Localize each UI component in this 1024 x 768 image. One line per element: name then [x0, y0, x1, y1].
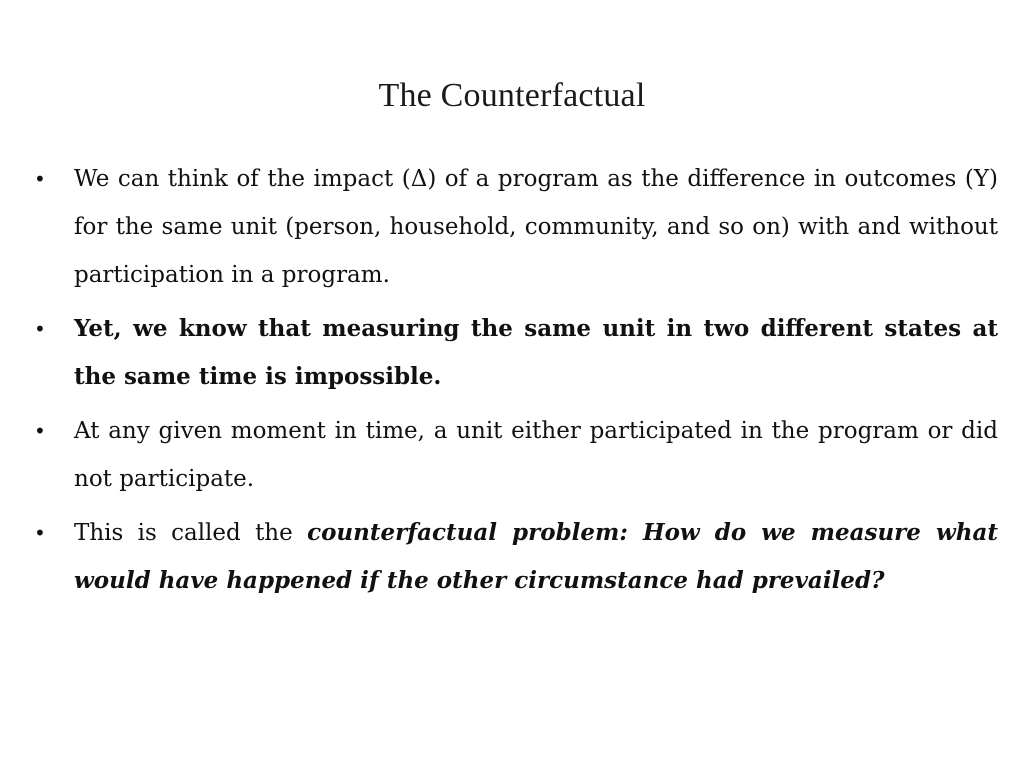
bullet-item-participation [34, 407, 998, 503]
bullet-item-impossible [34, 305, 998, 401]
bullet-icon: • [34, 419, 46, 443]
slide-title: The Counterfactual [378, 77, 646, 114]
bullet-icon: • [34, 167, 46, 191]
bullet-text: Yet, we know that measuring the same unit in two different states at the same time is impossible. [74, 315, 998, 390]
bullet-icon: • [34, 317, 46, 341]
bullet-item-counterfactual [34, 509, 998, 605]
bullet-icon: • [34, 521, 46, 545]
bullet-text: At any given moment in time, a unit either participated in the program or did not participate. [74, 418, 998, 492]
bullet-item-impact [34, 155, 998, 299]
bullet-text-emphasis: counterfactual problem: How do we measure what would have happened if the other circumstance had prevailed? [74, 519, 998, 594]
bullet-text-prefix: This is called the [74, 520, 308, 546]
bullet-list [34, 155, 998, 611]
bullet-text: We can think of the impact (Δ) of a program as the difference in outcomes (Y) for the same unit (person, household, community, and so on) with and without participation in a program. [74, 166, 998, 288]
